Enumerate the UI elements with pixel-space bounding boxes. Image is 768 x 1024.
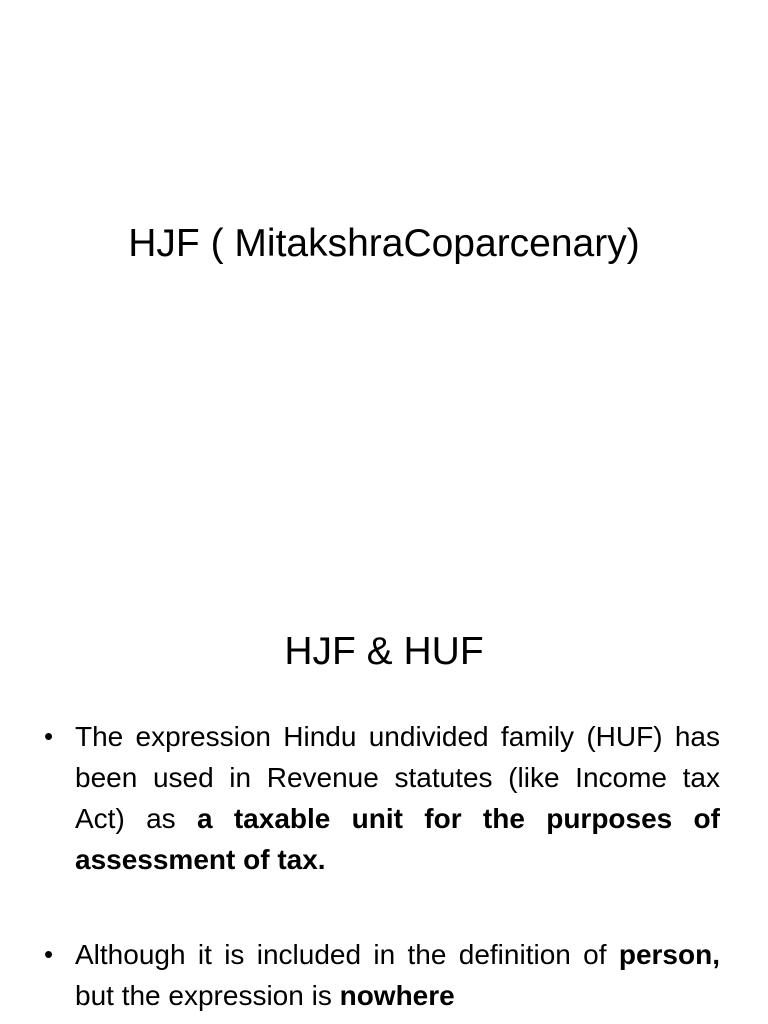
bullet-icon: •: [44, 939, 54, 969]
bullet-item: [44, 716, 720, 880]
slide-title: HJF ( MitakshraCoparcenary): [128, 222, 640, 265]
bullet-bold-text: a taxable unit for the purposes of assessment of tax.: [75, 803, 720, 875]
bullet-bold-text: person,: [618, 939, 720, 970]
bullet-text: The expression Hindu undivided family (HUF) has been used in Revenue statutes (like Income tax Act) as: [75, 721, 720, 834]
bullet-icon: •: [44, 721, 54, 751]
bullet-text: Although it is included in the definition of: [75, 939, 619, 970]
bullet-item: [44, 934, 720, 1016]
bullet-bold-text: nowhere: [339, 980, 455, 1011]
bullet-text: but the expression is: [75, 980, 340, 1011]
slide-title: HJF & HUF: [284, 630, 484, 673]
slide-2: [0, 576, 768, 1024]
bullet-list: [44, 716, 720, 1024]
